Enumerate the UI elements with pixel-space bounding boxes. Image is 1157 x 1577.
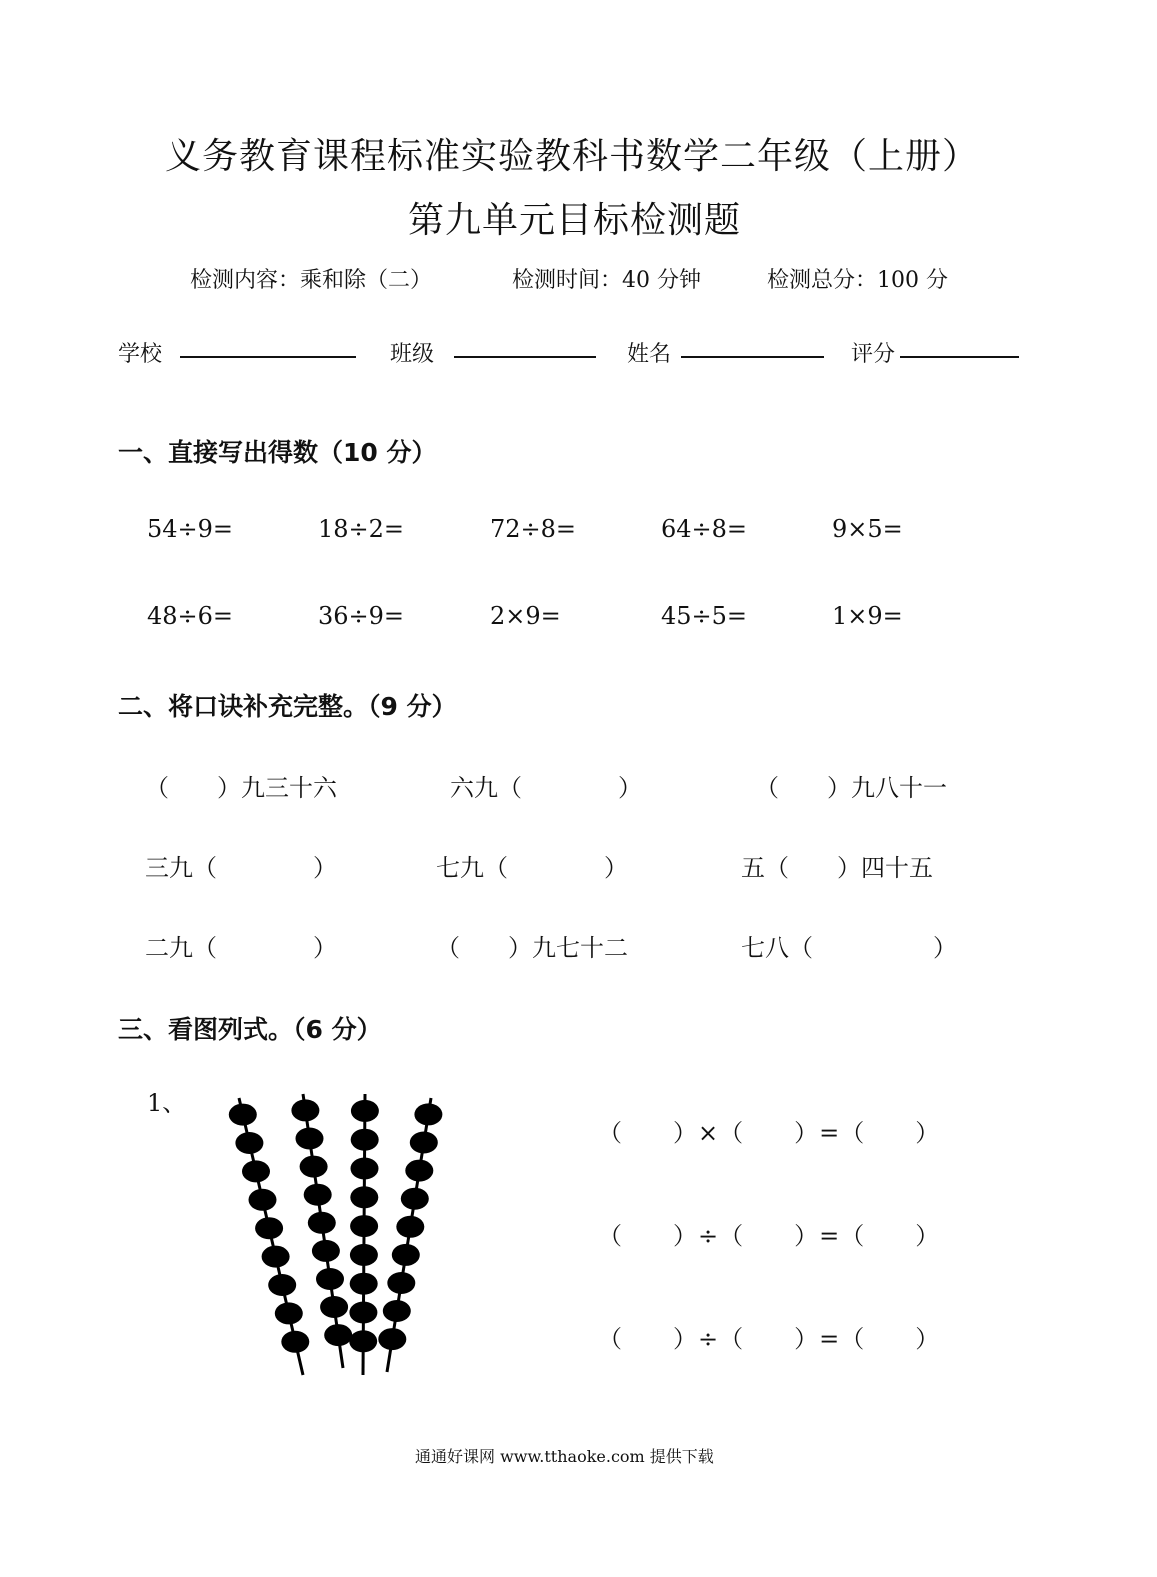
calc-item: 2×9= [490, 602, 561, 630]
haw-ball [351, 1129, 379, 1151]
class-blank[interactable] [454, 356, 596, 358]
section1-heading: 一、直接写出得数（10 分） [118, 438, 437, 467]
section3-heading: 三、看图列式。（6 分） [118, 1015, 382, 1044]
score-label: 评分 [851, 342, 896, 367]
school-blank[interactable] [180, 356, 356, 358]
haw-ball [268, 1274, 296, 1296]
haw-ball [350, 1244, 378, 1266]
haw-ball [320, 1296, 348, 1318]
multiplication-rhyme-item: （ ）九三十六 [145, 774, 337, 802]
haw-ball [281, 1331, 309, 1353]
haw-ball [387, 1272, 415, 1294]
calc-item: 64÷8= [661, 515, 748, 543]
skewer-2 [291, 1094, 352, 1368]
haw-ball [414, 1103, 442, 1125]
haw-ball [349, 1302, 377, 1324]
calc-item: 48÷6= [147, 602, 234, 630]
haw-ball [262, 1246, 290, 1268]
haw-ball [349, 1330, 377, 1352]
haw-ball [304, 1184, 332, 1206]
haw-ball [378, 1328, 406, 1350]
haw-ball [324, 1324, 352, 1346]
school-label: 学校 [118, 342, 163, 367]
multiplication-rhyme-item: 六九（ ） [450, 774, 642, 802]
haw-ball [296, 1128, 324, 1150]
calc-item: 9×5= [832, 515, 903, 543]
haw-ball [351, 1100, 379, 1122]
haw-ball [255, 1217, 283, 1239]
haw-ball [392, 1244, 420, 1266]
haw-ball [235, 1132, 263, 1154]
calc-item: 45÷5= [661, 602, 748, 630]
haw-ball [351, 1158, 379, 1180]
test-time: 检测时间：40 分钟 [512, 268, 701, 293]
skewer-3 [349, 1094, 379, 1375]
division-equation: （ ）÷（ ）=（ ） [598, 1222, 941, 1250]
name-blank[interactable] [681, 356, 824, 358]
name-label: 姓名 [627, 342, 672, 367]
candied-haws-skewer-icon [215, 1090, 455, 1380]
test-total-score: 检测总分：100 分 [767, 268, 948, 293]
haw-ball [401, 1188, 429, 1210]
multiplication-rhyme-item: 五（ ）四十五 [741, 854, 933, 882]
haw-ball [275, 1302, 303, 1324]
calc-item: 18÷2= [318, 515, 405, 543]
haw-ball [350, 1186, 378, 1208]
section2-heading: 二、将口诀补充完整。（9 分） [118, 692, 457, 721]
footer-credit: 通通好课网 www.tthaoke.com 提供下载 [415, 1447, 714, 1466]
calc-item: 72÷8= [490, 515, 577, 543]
haw-ball [312, 1240, 340, 1262]
haw-ball [300, 1156, 328, 1178]
multiplication-rhyme-item: 二九（ ） [145, 934, 337, 962]
score-blank[interactable] [900, 356, 1019, 358]
multiplication-rhyme-item: 七九（ ） [436, 854, 628, 882]
haw-ball [229, 1104, 257, 1126]
haw-ball [291, 1099, 319, 1121]
calc-item: 36÷9= [318, 602, 405, 630]
haw-ball [308, 1212, 336, 1234]
haw-ball [405, 1160, 433, 1182]
page-subtitle: 第九单元目标检测题 [408, 200, 742, 241]
multiplication-rhyme-item: （ ）九八十一 [755, 774, 947, 802]
item-number: 1、 [147, 1089, 187, 1117]
haw-ball [410, 1132, 438, 1154]
multiplication-rhyme-item: 七八（ ） [741, 934, 957, 962]
haw-ball [316, 1268, 344, 1290]
haw-ball [350, 1273, 378, 1295]
division-equation: （ ）÷（ ）=（ ） [598, 1325, 941, 1353]
test-content: 检测内容：乘和除（二） [190, 268, 433, 293]
calc-item: 54÷9= [147, 515, 234, 543]
haw-ball [396, 1216, 424, 1238]
multiplication-rhyme-item: 三九（ ） [145, 854, 337, 882]
skewer-4 [378, 1098, 442, 1372]
haw-ball [350, 1215, 378, 1237]
class-label: 班级 [390, 342, 435, 367]
calc-item: 1×9= [832, 602, 903, 630]
haw-ball [249, 1189, 277, 1211]
multiplication-rhyme-item: （ ）九七十二 [436, 934, 628, 962]
haw-ball [383, 1300, 411, 1322]
haw-ball [242, 1160, 270, 1182]
page-title: 义务教育课程标准实验教科书数学二年级（上册） [165, 136, 980, 177]
multiplication-equation: （ ）×（ ）=（ ） [598, 1119, 941, 1147]
